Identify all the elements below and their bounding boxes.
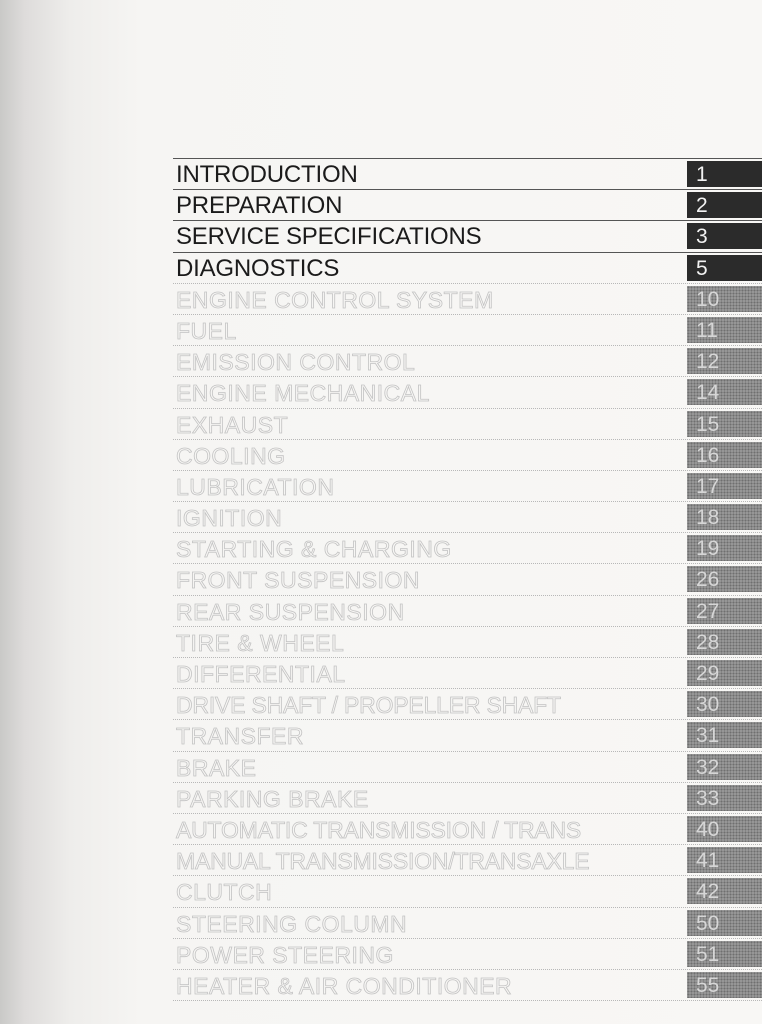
toc-row-diagnostics[interactable] (173, 252, 762, 283)
toc-row-drive-shaft[interactable] (173, 688, 762, 719)
section-title: EMISSION CONTROL (176, 349, 416, 376)
section-title: SERVICE SPECIFICATIONS (176, 223, 482, 251)
section-title: FRONT SUSPENSION (176, 567, 420, 594)
toc-row-parking-brake[interactable] (173, 782, 762, 813)
section-tab[interactable]: 31 (687, 722, 762, 748)
section-tab[interactable]: 12 (687, 348, 762, 374)
section-title: CLUTCH (176, 879, 273, 906)
section-title: DRIVE SHAFT / PROPELLER SHAFT (176, 692, 561, 719)
section-title: TIRE & WHEEL (176, 629, 345, 656)
section-title: ENGINE CONTROL SYSTEM (176, 286, 494, 313)
section-title: HEATER & AIR CONDITIONER (176, 972, 513, 999)
toc-row-front-suspension[interactable] (173, 563, 762, 594)
section-tab[interactable]: 15 (687, 411, 762, 437)
section-title: IGNITION (176, 505, 283, 532)
section-title: REAR SUSPENSION (176, 598, 405, 625)
toc-row-manual-transmission[interactable] (173, 844, 762, 875)
section-tab[interactable]: 42 (687, 878, 762, 904)
section-tab[interactable]: 26 (687, 566, 762, 592)
section-title: AUTOMATIC TRANSMISSION / TRANS (176, 816, 582, 843)
toc-row-lubrication[interactable] (173, 470, 762, 501)
section-tab[interactable]: 10 (687, 286, 762, 312)
section-tab[interactable]: 11 (687, 317, 762, 343)
section-tab[interactable]: 55 (687, 972, 762, 998)
section-title: TRANSFER (176, 723, 304, 750)
toc-row-preparation[interactable] (173, 189, 762, 220)
section-tab[interactable]: 29 (687, 660, 762, 686)
section-tab[interactable]: 30 (687, 691, 762, 717)
toc-row-rear-suspension[interactable] (173, 595, 762, 626)
toc-row-service-specifications[interactable] (173, 220, 762, 251)
toc-row-clutch[interactable] (173, 875, 762, 906)
section-tab[interactable]: 14 (687, 379, 762, 405)
section-title: INTRODUCTION (176, 161, 358, 188)
section-tab[interactable]: 41 (687, 847, 762, 873)
section-tab[interactable]: 32 (687, 754, 762, 780)
section-tab[interactable]: 40 (687, 816, 762, 842)
section-title: ENGINE MECHANICAL (176, 380, 430, 407)
toc-row-brake[interactable] (173, 751, 762, 782)
toc-row-engine-mechanical[interactable] (173, 376, 762, 407)
toc-row-starting-charging[interactable] (173, 532, 762, 563)
toc-row-differential[interactable] (173, 657, 762, 688)
toc-row-introduction[interactable] (173, 158, 762, 189)
section-tab[interactable]: 50 (687, 910, 762, 936)
section-title: STARTING & CHARGING (176, 536, 452, 563)
section-title: BRAKE (176, 754, 257, 781)
section-title: LUBRICATION (176, 473, 335, 500)
table-of-contents (173, 158, 762, 1001)
section-title: PARKING BRAKE (176, 785, 369, 812)
toc-row-fuel[interactable] (173, 314, 762, 345)
section-tab[interactable]: 19 (687, 535, 762, 561)
section-tab[interactable]: 51 (687, 941, 762, 967)
section-tab[interactable]: 1 (687, 161, 762, 187)
section-title: POWER STEERING (176, 941, 394, 968)
toc-row-engine-control-system[interactable] (173, 283, 762, 314)
toc-row-steering-column[interactable] (173, 907, 762, 938)
section-title: STEERING COLUMN (176, 910, 408, 937)
toc-row-transfer[interactable] (173, 719, 762, 750)
section-title: DIFFERENTIAL (176, 661, 346, 687)
toc-row-heater-air-conditioner[interactable] (173, 969, 762, 1001)
section-title: FUEL (176, 317, 237, 344)
section-title: PREPARATION (176, 192, 343, 220)
section-tab[interactable]: 18 (687, 504, 762, 530)
section-tab[interactable]: 28 (687, 629, 762, 655)
section-tab[interactable]: 16 (687, 442, 762, 468)
section-tab[interactable]: 2 (687, 192, 762, 218)
section-tab[interactable]: 17 (687, 473, 762, 499)
toc-row-emission-control[interactable] (173, 345, 762, 376)
section-title: COOLING (176, 442, 286, 469)
section-tab[interactable]: 3 (687, 223, 762, 249)
section-title: EXHAUST (176, 411, 289, 438)
toc-row-tire-wheel[interactable] (173, 626, 762, 657)
section-title: DIAGNOSTICS (176, 254, 340, 282)
toc-row-ignition[interactable] (173, 501, 762, 532)
section-tab[interactable]: 33 (687, 785, 762, 811)
toc-row-automatic-transmission[interactable] (173, 813, 762, 844)
toc-row-cooling[interactable] (173, 439, 762, 470)
toc-row-exhaust[interactable] (173, 408, 762, 439)
section-tab[interactable]: 27 (687, 598, 762, 624)
section-title: MANUAL TRANSMISSION/TRANSAXLE (176, 848, 590, 875)
section-tab[interactable]: 5 (687, 255, 762, 281)
toc-row-power-steering[interactable] (173, 938, 762, 969)
